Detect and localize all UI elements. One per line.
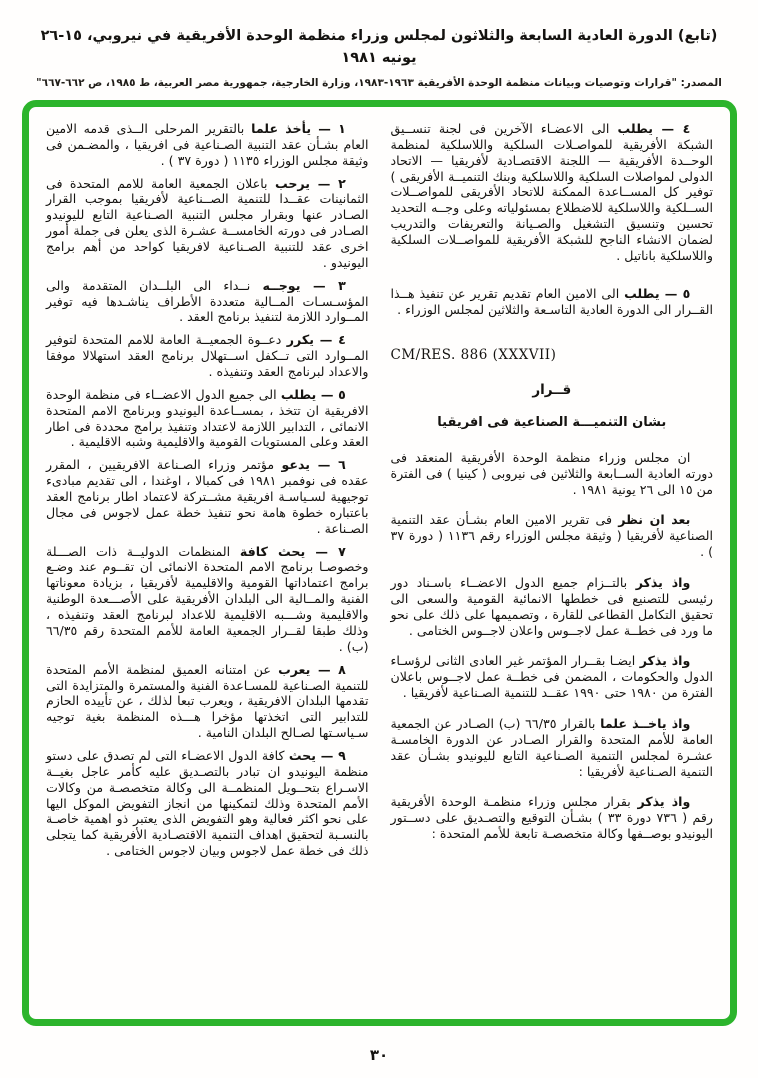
paragraph-text: بقرار مجلس وزراء منظمـة الوحدة الأفريقية رقم ( ٧٣٦ دورة ٣٣ ) بشـأن التوقيع والتصـديق على دســتور اليونيدو بوصــفها وكالة متخصصـة تابعة للأمم المتحدة : xyxy=(390,794,713,842)
operative-item-9 xyxy=(46,748,369,859)
preamble-paragraph xyxy=(391,512,714,560)
paragraph-text: فى تقرير الامين العام بشـأن عقد التنمية الصناعية لأفريقيا ( وثيقة مجلس الوزراء رقم ١١٣٦ ( دورة ٣٧ ) . xyxy=(390,512,713,560)
two-column-layout xyxy=(29,107,730,1019)
paragraph-text: نــداء الى البلــدان المتقدمة والى المؤسـسـات المــالية متعددة الأطراف يناشـدها فيه توفير المــوارد اللازمة لتنفيذ برنامج العقد . xyxy=(46,277,369,325)
paragraph-lead: ٨ — يعرب xyxy=(278,661,346,677)
paragraph-lead: واذ يذكر xyxy=(639,653,691,669)
paragraph-text: دعــوة الجمعيــة العامة للامم المتحدة لتوفير المــوارد التى تــكفل اســتهلال برنامج العقد استهلالا موفقا والاعداد لبرنامج العقد وتنفيذه . xyxy=(46,332,369,380)
paragraph-text: بالتــزام جميع الدول الاعضــاء باسـناد دور رئيسى للتصنيع فى خططها الانمائية القومية والسعى الى تحقيق التكامل القطاعى للقارة ، وتصميمها على ذلك على نحو ما ورد فى خطــة عمل لاجــوس واعلان لاجــوس الختامى . xyxy=(390,574,713,638)
paragraph-text: الى جميع الدول الاعضــاء فى منظمة الوحدة الافريقية ان تتخذ ، بمســاعدة اليونيدو وبرنامج الامم المتحدة الانمائى ، التدابير اللازمة لاعتداد وتنفيذ برامج محددة فى اطار العقد وعلى المستويات القومية والاقليمية وشبه الاقليمية . xyxy=(46,386,369,450)
preamble-paragraph xyxy=(391,450,714,498)
header-source-line: المصدر: "قرارات وتوصيات وبيانات منظمة الوحدة الأفريقية ١٩٦٣-١٩٨٣، وزارة الخارجية، جمهورية مصر العربية، ط ١٩٨٥، ص ٦٦٢-٦٦٧" xyxy=(36,76,722,89)
paragraph-lead: ٥ — يطلب xyxy=(624,285,691,301)
paragraph-lead: واذ يذكر xyxy=(637,794,691,810)
green-border-box xyxy=(22,100,737,1026)
operative-item-6 xyxy=(46,457,369,536)
paragraph-text: بالتقرير المرحلى الــذى قدمه الامين العام بشـأن عقد التنبية الصـناعية فى افريقيا ، والمضـمن فى وثيقة مجلس الوزراء ١١٣٥ ( دورة ٣٧ ) . xyxy=(46,121,369,168)
operative-item-8 xyxy=(46,662,369,741)
preamble-paragraph xyxy=(391,575,714,638)
operative-item-4 xyxy=(46,332,369,380)
paragraph-lead: ٢ — يرحب xyxy=(274,175,346,191)
paragraph-4 xyxy=(391,121,714,264)
paragraph-lead: واذ يذكر xyxy=(635,574,691,590)
resolution-subject: بشان التنميـــة الصناعية فى افريقيا xyxy=(437,415,667,431)
operative-item-1 xyxy=(46,121,369,169)
paragraph-lead: ٥ — يطلب xyxy=(280,386,346,402)
operative-item-2 xyxy=(46,176,369,271)
column-right xyxy=(391,121,714,1009)
paragraph-lead: ٧ — يحث كافة xyxy=(239,543,346,559)
paragraph-text: الى الاعضـاء الآخرين فى لجنة تنســيق الشبكة الأفريقية للمواصـلات السلكية واللاسلكية لمنظمة الوحــدة الأفريقية — اللجنة الاقتصـادية لأفريقيا — الاتحاد الدولى لمواصلات السلكية واللاسلكية وبنك التنميــة الأفريقى ) توفير كل المســاعدة الممكنة للاتحاد الأفريقى للمواصــلات الســلكية واللاسلكية للاضطلاع بمسئولياته وعلى وجــه التحديد تحسين وتنسيق التشغيل والصـيانة والتعريفات والتدريب لضمان الانشاء الناجح للشبكة الأفريقية للمواصــلات السلكية واللاسلكية باناتيل . xyxy=(390,121,713,263)
paragraph-text: بالقرار ٦٦/٣٥ (ب) الصـادر عن الجمعية العامة للأمم المتحدة والقرار الصـادر عن الدورة الخامسـة عشـرة لمجلس التنمية الصـناعية التابع لليونيدو بشـأن عقد التنمية الصـناعية لأفريقيا : xyxy=(390,716,713,779)
paragraph-lead: واذ ياخــذ علما xyxy=(600,716,691,731)
operative-item-3 xyxy=(46,278,369,326)
paragraph-lead: ٤ — يطلب xyxy=(617,121,691,136)
paragraph-text: عن امتنانه العميق لمنظمة الأمم المتحدة للتنمية الصـناعية للمسـاعدة الفنية والمستمرة والمتزايدة التى تقدمها البلدان الافريقية ، ويعرب تبعا لذلك ، عن تأييده الحازم للتدابير التى اتخذتها مؤخرا هـــذه المنظمة بغية توجيه سـياسـتها لصـالح البلدان النامية . xyxy=(46,661,369,741)
column-left xyxy=(46,121,369,1009)
paragraph-text: ان مجلس وزراء منظمة الوحدة الأفريقية المنعقد فى دورته العادية الســابعة والثلاثين فى نيروبى ( كينيا ) فى الفترة من ١٥ الى ٢٦ يونية ١٩٨١ . xyxy=(390,449,713,497)
preamble-paragraph xyxy=(391,716,714,779)
paragraph-text: المنظمات الدوليــة ذات الصـــلة وخصوصـا برنامج الامم المتحدة الانمائى ان تقــوم عند وضـع برامج اعتماداتها القومية والاقليمية لأفريقيا ، بزيادة معوناتها الفنية والمــالية الى البلدان الأفريقية على الأصـــعدة الوطنية والاقليمية وشـــبه الاقليمية للاعداد لبرنامج العقد وتنفيذه ، وذلك طبقا لقــرار الجمعية العامة للأمم المتحدة رقم ٦٦/٣٥ (ب) . xyxy=(46,543,369,654)
paragraph-lead: ٤ — يكرر xyxy=(286,332,346,348)
header-session-title: (تابع) الدورة العادية السابعة والثلاثون لمجلس وزراء منظمة الوحدة الأفريقية في نيروبي، ١٥-٢٦ يونيه ١٩٨١ xyxy=(40,28,718,66)
paragraph-lead: ٦ — يدعو xyxy=(281,457,346,473)
preamble-paragraph xyxy=(391,794,714,842)
paragraph-text: الى الامين العام تقديم تقرير عن تنفيذ هــذا القــرار الى الدورة العادية التاسـعة والثلاثين لمجلس الوزراء . xyxy=(390,285,713,317)
paragraph-5 xyxy=(391,286,714,318)
page-header xyxy=(0,26,758,91)
resolution-code: CM/RES. 886 (XXXVII) xyxy=(390,347,557,364)
paragraph-text: كافة الدول الاعضـاء التى لم تصدق على دستو منظمة اليونيدو ان تبادر بالتصـديق عليه كأمر عاجل بغيــة الاسـراع بتحــويل المنظمــة الى وكالة متخصصـة من وكالات الأمم المتحدة وذلك لتمكينها من انجاز التفويض الموكل اليها على نحو اكثر فعالية وهو التفويض الذى يعتبر ذو اهمية خاصـة بالنسـبة لتحقيق اهداف التنمية الاقتصـادية الأفريقية كما يتجلى ذلك فى خطة عمل لاجوس وبيان لاجوس الختامى . xyxy=(46,747,369,859)
operative-item-7 xyxy=(46,544,369,655)
paragraph-lead: ٩ — يحث xyxy=(288,747,346,763)
paragraph-lead: ٣ — يوجــه xyxy=(262,277,346,293)
paragraph-lead: بعد ان نظر xyxy=(618,512,691,528)
page-number: ٣٠ xyxy=(369,1046,389,1064)
paragraph-text: باعلان الجمعية العامة للامم المتحدة فى الثمانينات عقــدا للتنمية الصــناعية لأفريقيا بموجب القرار الصـادر عنها وبقرار مجلس التنبية الصـناعية التابع لليونيدو الصـادر فى دورته الخامســة عشـرة الذى يعلن فى جملة أمور اخرى عقد للتنبية الصـناعية لافريقيا كواحد من أهم برامج اليونيدو . xyxy=(46,175,369,270)
paragraph-text: مؤتمر وزراء الصـناعة الافريقيين ، المقرر عقده فى نوفمبر ١٩٨١ فى كمبالا ، اوغندا ، الى تقديم مبادىء توجيهية لسـياسـة افريقية مشــتركة لاعتماد اطار برنامج العقد باعتباره خطوة هامة نحو تنفيذ خطة عمل لاجوس فى مجال الصـناعة . xyxy=(46,457,369,536)
paragraph-text: ايضـا بقــرار المؤتمر غير العادى الثانى لرؤسـاء الدول والحكومات ، المضمن فى خطــة عمل لاجــوس باعلان الفترة من ١٩٨٠ حتى ١٩٩٠ عقــد للتنمية الصـناعية لأفريقيا . xyxy=(390,653,713,701)
resolution-title: قــرار xyxy=(532,382,572,399)
paragraph-lead: ١ — يأخذ علما xyxy=(251,121,346,136)
operative-item-5 xyxy=(46,387,369,450)
preamble-paragraph xyxy=(391,653,714,701)
